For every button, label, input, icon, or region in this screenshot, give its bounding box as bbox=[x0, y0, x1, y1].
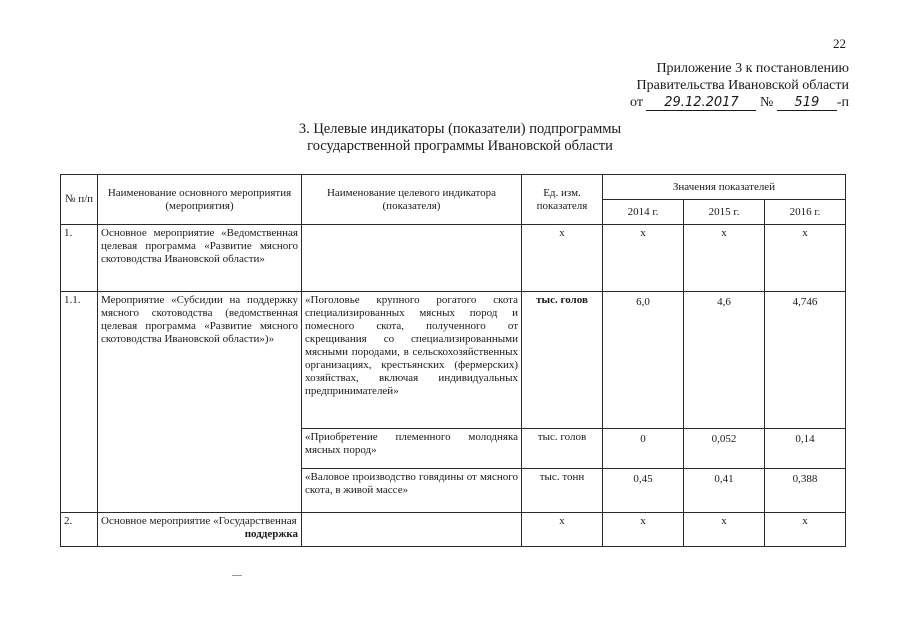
indicators-table bbox=[60, 174, 846, 547]
row-indicator bbox=[302, 225, 522, 292]
row-value-2015: 0,052 bbox=[684, 429, 765, 469]
row-indicator: «Приобретение племенного молодняка мясных пород» bbox=[302, 429, 522, 469]
row-num: 1.1. bbox=[61, 292, 98, 513]
header-row-1 bbox=[61, 175, 846, 200]
row-unit: тыс. тонн bbox=[522, 469, 603, 513]
row-unit: x bbox=[522, 225, 603, 292]
header-indicator: Наименование целевого индикатора (показателя) bbox=[302, 175, 522, 225]
table-row bbox=[61, 292, 846, 429]
row-activity: Основное мероприятие «Ведомственная целевая программа «Развитие мясного скотоводства Ивановской области» bbox=[98, 225, 302, 292]
header-values: Значения показателей bbox=[603, 175, 846, 200]
appendix-header bbox=[630, 60, 849, 111]
number-suffix: -п bbox=[836, 95, 849, 110]
row-value-2016: 0,388 bbox=[765, 469, 846, 513]
row-indicator bbox=[302, 513, 522, 547]
row-value-2014: 6,0 bbox=[603, 292, 684, 429]
document-title bbox=[160, 121, 760, 155]
scan-mark bbox=[232, 575, 242, 576]
row-activity-text: Основное мероприятие «Государственная bbox=[101, 515, 297, 527]
appendix-line-1: Приложение 3 к постановлению bbox=[656, 61, 849, 76]
handwritten-date: 29.12.2017 bbox=[646, 96, 756, 111]
title-line-1: 3. Целевые индикаторы (показатели) подпрограммы bbox=[298, 121, 622, 137]
row-value-2016: x bbox=[765, 513, 846, 547]
row-value-2015: 4,6 bbox=[684, 292, 765, 429]
row-value-2016: 0,14 bbox=[765, 429, 846, 469]
row-value-2014: 0 bbox=[603, 429, 684, 469]
row-unit: тыс. голов bbox=[522, 292, 603, 429]
header-num: № п/п bbox=[61, 175, 98, 225]
header-year-2016: 2016 г. bbox=[765, 200, 846, 225]
row-value-2015: x bbox=[684, 513, 765, 547]
appendix-line-2: Правительства Ивановской области bbox=[636, 78, 849, 93]
row-value-2014: x bbox=[603, 513, 684, 547]
header-unit: Ед. изм. показателя bbox=[522, 175, 603, 225]
appendix-date-line bbox=[630, 94, 849, 111]
row-unit: x bbox=[522, 513, 603, 547]
table-row bbox=[61, 225, 846, 292]
row-indicator: «Поголовье крупного рогатого скота специализированных мясных пород и помесного скота, полученного от скрещивания со специализированными мясными породами, в сельскохозяйственных организациях, крестьянских (фермерских) хозяйствах, включая индивидуальных предпринимателей» bbox=[302, 292, 522, 429]
row-value-2015: x bbox=[684, 225, 765, 292]
table-row bbox=[61, 513, 846, 547]
row-value-2015: 0,41 bbox=[684, 469, 765, 513]
number-prefix: № bbox=[759, 95, 774, 110]
date-prefix: от bbox=[630, 95, 643, 110]
row-value-2016: x bbox=[765, 225, 846, 292]
page-number: 22 bbox=[833, 36, 846, 51]
header-year-2014: 2014 г. bbox=[603, 200, 684, 225]
row-activity: Мероприятие «Субсидии на поддержку мясного скотоводства (ведомственная целевая программа «Развитие мясного скотоводства Ивановской области»)» bbox=[98, 292, 302, 513]
row-value-2014: 0,45 bbox=[603, 469, 684, 513]
row-unit: тыс. голов bbox=[522, 429, 603, 469]
row-indicator: «Валовое производство говядины от мясного скота, в живой массе» bbox=[302, 469, 522, 513]
handwritten-number: 519 bbox=[777, 96, 837, 111]
row-num: 2. bbox=[61, 513, 98, 547]
row-value-2014: x bbox=[603, 225, 684, 292]
row-activity bbox=[98, 513, 302, 547]
header-activity: Наименование основного мероприятия (мероприятия) bbox=[98, 175, 302, 225]
row-num: 1. bbox=[61, 225, 98, 292]
row-activity-bold: поддержка bbox=[244, 528, 298, 540]
header-year-2015: 2015 г. bbox=[684, 200, 765, 225]
row-value-2016: 4,746 bbox=[765, 292, 846, 429]
title-line-2: государственной программы Ивановской области bbox=[307, 138, 613, 154]
